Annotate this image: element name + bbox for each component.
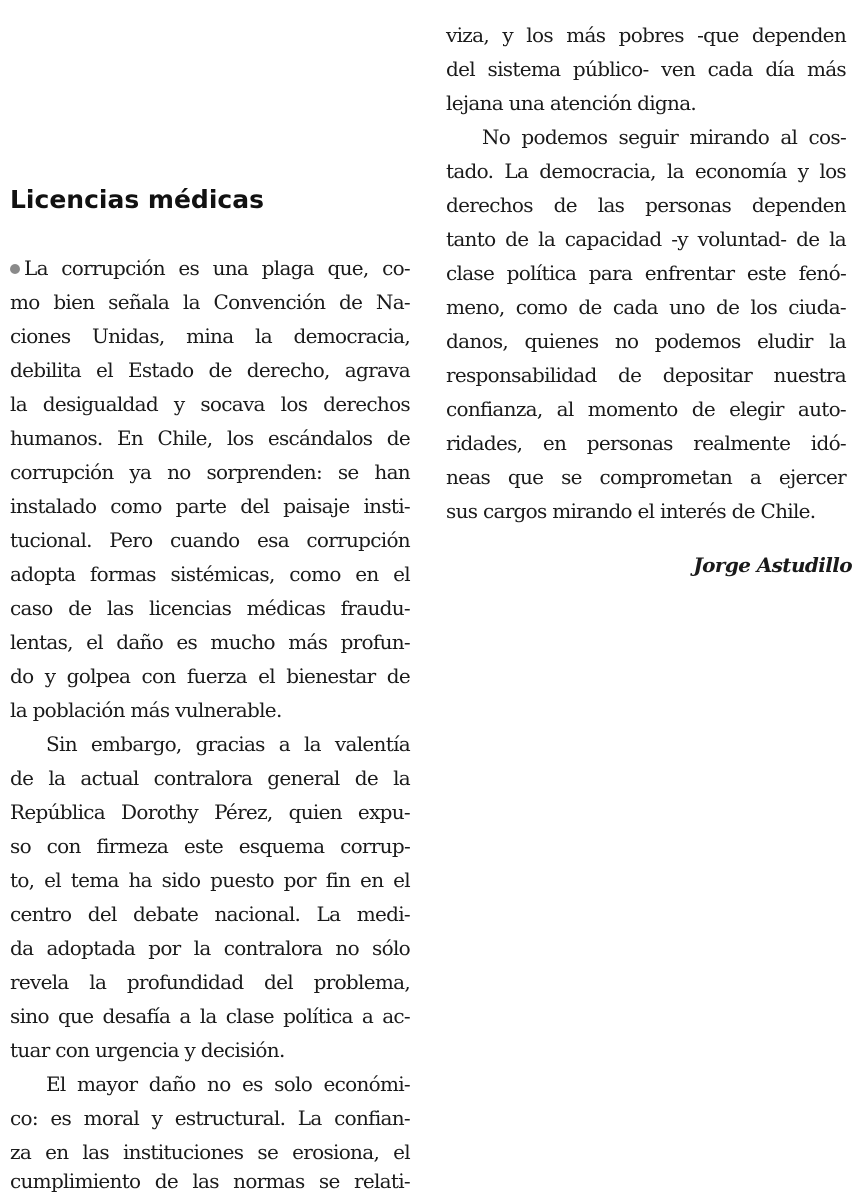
- text-line: El mayor daño no es solo económi-: [46, 1072, 410, 1096]
- text-line: la desigualdad y socava los derechos: [10, 392, 410, 416]
- text-line: centro del debate nacional. La medi-: [10, 902, 410, 926]
- text-line: neas que se comprometan a ejercer: [446, 465, 846, 489]
- text-line: do y golpea con fuerza el bienestar de: [10, 664, 410, 688]
- text-line: del sistema público- ven cada día más: [446, 57, 846, 81]
- text-line: danos, quienes no podemos eludir la: [446, 329, 846, 353]
- text-line: No podemos seguir mirando al cos-: [482, 125, 846, 149]
- text-line: lentas, el daño es mucho más profun-: [10, 630, 410, 654]
- text-line: sus cargos mirando el interés de Chile.: [446, 499, 816, 523]
- text-line: so con firmeza este esquema corrup-: [10, 834, 410, 858]
- text-line: responsabilidad de depositar nuestra: [446, 363, 846, 387]
- text-line: da adoptada por la contralora no sólo: [10, 936, 410, 960]
- text-line: la población más vulnerable.: [10, 698, 282, 722]
- text-line: mo bien señala la Convención de Na-: [10, 290, 410, 314]
- text-line: República Dorothy Pérez, quien expu-: [10, 800, 410, 824]
- text-line: cumplimiento de las normas se relati-: [10, 1169, 410, 1193]
- text-line: La corrupción es una plaga que, co-: [10, 251, 410, 285]
- text-line: adopta formas sistémicas, como en el: [10, 562, 410, 586]
- text-line: clase política para enfrentar este fenó-: [446, 261, 846, 285]
- text-line: revela la profundidad del problema,: [10, 970, 410, 994]
- text-line: derechos de las personas dependen: [446, 193, 846, 217]
- text-line: Sin embargo, gracias a la valentía: [46, 732, 410, 756]
- text-line: sino que desafía a la clase política a ac-: [10, 1004, 410, 1028]
- text-line: humanos. En Chile, los escándalos de: [10, 426, 410, 450]
- text-line: de la actual contralora general de la: [10, 766, 410, 790]
- text-line: tuar con urgencia y decisión.: [10, 1038, 285, 1062]
- author-signature: Jorge Astudillo: [693, 553, 852, 577]
- text-line: tucional. Pero cuando esa corrupción: [10, 528, 410, 552]
- text-line: tanto de la capacidad -y voluntad- de la: [446, 227, 846, 251]
- article-title: Licencias médicas: [10, 185, 264, 214]
- text-line: co: es moral y estructural. La confian-: [10, 1106, 410, 1130]
- text-line: meno, como de cada uno de los ciuda-: [446, 295, 846, 319]
- bullet-icon: [10, 264, 20, 274]
- text-line: debilita el Estado de derecho, agrava: [10, 358, 410, 382]
- text-line: confianza, al momento de elegir auto-: [446, 397, 846, 421]
- text-line: tado. La democracia, la economía y los: [446, 159, 846, 183]
- text-line: viza, y los más pobres -que dependen: [446, 23, 846, 47]
- text-line: ciones Unidas, mina la democracia,: [10, 324, 410, 348]
- text-line: to, el tema ha sido puesto por fin en el: [10, 868, 410, 892]
- text-line: caso de las licencias médicas fraudu-: [10, 596, 410, 620]
- text-line: instalado como parte del paisaje insti-: [10, 494, 410, 518]
- text-line: corrupción ya no sorprenden: se han: [10, 460, 410, 484]
- text-line: ridades, en personas realmente idó-: [446, 431, 846, 455]
- text-line: za en las instituciones se erosiona, el: [10, 1140, 410, 1164]
- text-line: lejana una atención digna.: [446, 91, 697, 115]
